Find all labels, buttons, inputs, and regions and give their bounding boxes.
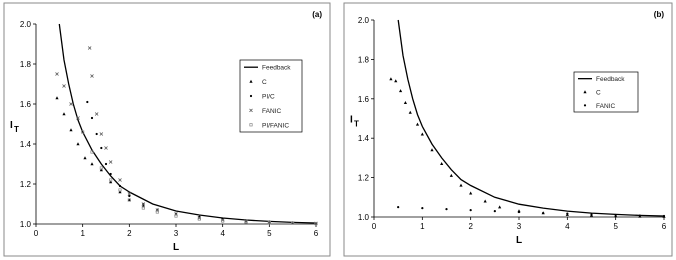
legend-swatch-fanic: [584, 104, 586, 106]
data-point-fanic: [445, 208, 447, 210]
y-axis-title-subscript: T: [354, 119, 359, 129]
x-tick-label: 1: [80, 229, 85, 238]
y-tick-label: 1.6: [19, 100, 31, 109]
y-tick-label: 1.2: [19, 180, 31, 189]
x-tick-label: 5: [613, 222, 618, 231]
data-point-fanic: [494, 210, 496, 212]
legend-label-c: C: [596, 89, 601, 97]
data-point-fanic: [566, 213, 568, 215]
data-point-pi-c: [96, 133, 98, 135]
data-point-pi-c: [110, 173, 112, 175]
legend-label-c: C: [262, 79, 267, 87]
y-tick-label: 1.0: [357, 213, 369, 222]
chart-panel-a: [4, 3, 330, 256]
y-tick-label: 1.4: [19, 140, 31, 149]
x-tick-label: 1: [420, 222, 425, 231]
x-tick-label: 0: [371, 222, 377, 231]
x-axis-title: L: [515, 235, 523, 246]
y-tick-label: 2.0: [19, 20, 31, 29]
y-tick-label: 1.8: [357, 55, 369, 65]
data-point-fanic: [615, 214, 617, 216]
x-tick-label: 3: [516, 222, 522, 231]
data-point-pi-c: [105, 163, 107, 165]
x-tick-label: 2: [468, 222, 473, 231]
legend-label-pi-fanic: PI/FANIC: [262, 122, 290, 130]
data-point-fanic: [518, 211, 520, 213]
x-tick-label: 0: [33, 229, 39, 238]
data-point-fanic: [590, 213, 592, 215]
legend-label-pi-c: PI/C: [262, 93, 275, 101]
data-point-fanic: [663, 215, 665, 217]
y-tick-label: 1.8: [19, 60, 31, 69]
chart-panel-b: [344, 3, 672, 256]
data-point-fanic: [397, 206, 399, 208]
x-axis-title: L: [172, 242, 180, 253]
y-tick-label: 2.0: [357, 16, 369, 25]
y-tick-label: 1.0: [19, 220, 31, 229]
y-axis-title: I: [10, 120, 13, 131]
x-tick-label: 4: [565, 222, 570, 231]
legend-label-feedback: Feedback: [596, 76, 625, 84]
legend-label-feedback: Feedback: [262, 64, 291, 72]
panel-label: (a): [312, 10, 322, 19]
y-axis-title-subscript: T: [14, 125, 19, 134]
y-axis-title: I: [350, 114, 353, 126]
x-tick-label: 4: [220, 229, 225, 238]
data-point-pi-c: [119, 185, 121, 187]
y-tick-label: 1.6: [357, 94, 369, 104]
data-point-pi-c: [91, 117, 93, 119]
data-point-fanic: [542, 212, 544, 214]
data-point-fanic: [421, 207, 423, 209]
y-tick-label: 1.4: [357, 134, 369, 144]
x-tick-label: 6: [661, 222, 667, 231]
panel-label: (b): [653, 10, 664, 19]
legend: [240, 60, 302, 132]
x-tick-label: 5: [267, 229, 272, 238]
data-point-pi-c: [86, 101, 88, 103]
y-tick-label: 1.2: [357, 173, 369, 183]
x-tick-label: 2: [127, 229, 132, 238]
x-tick-label: 6: [313, 229, 319, 238]
data-point-fanic: [639, 215, 641, 217]
data-point-fanic: [470, 209, 472, 211]
legend-label-fanic: FANIC: [596, 102, 616, 110]
data-point-pi-c: [100, 147, 102, 149]
legend-label-fanic: FANIC: [262, 107, 282, 115]
legend: [574, 72, 638, 112]
x-tick-label: 3: [173, 229, 179, 238]
legend-swatch-pi-c: [250, 95, 252, 97]
panel-frame: [344, 3, 672, 256]
